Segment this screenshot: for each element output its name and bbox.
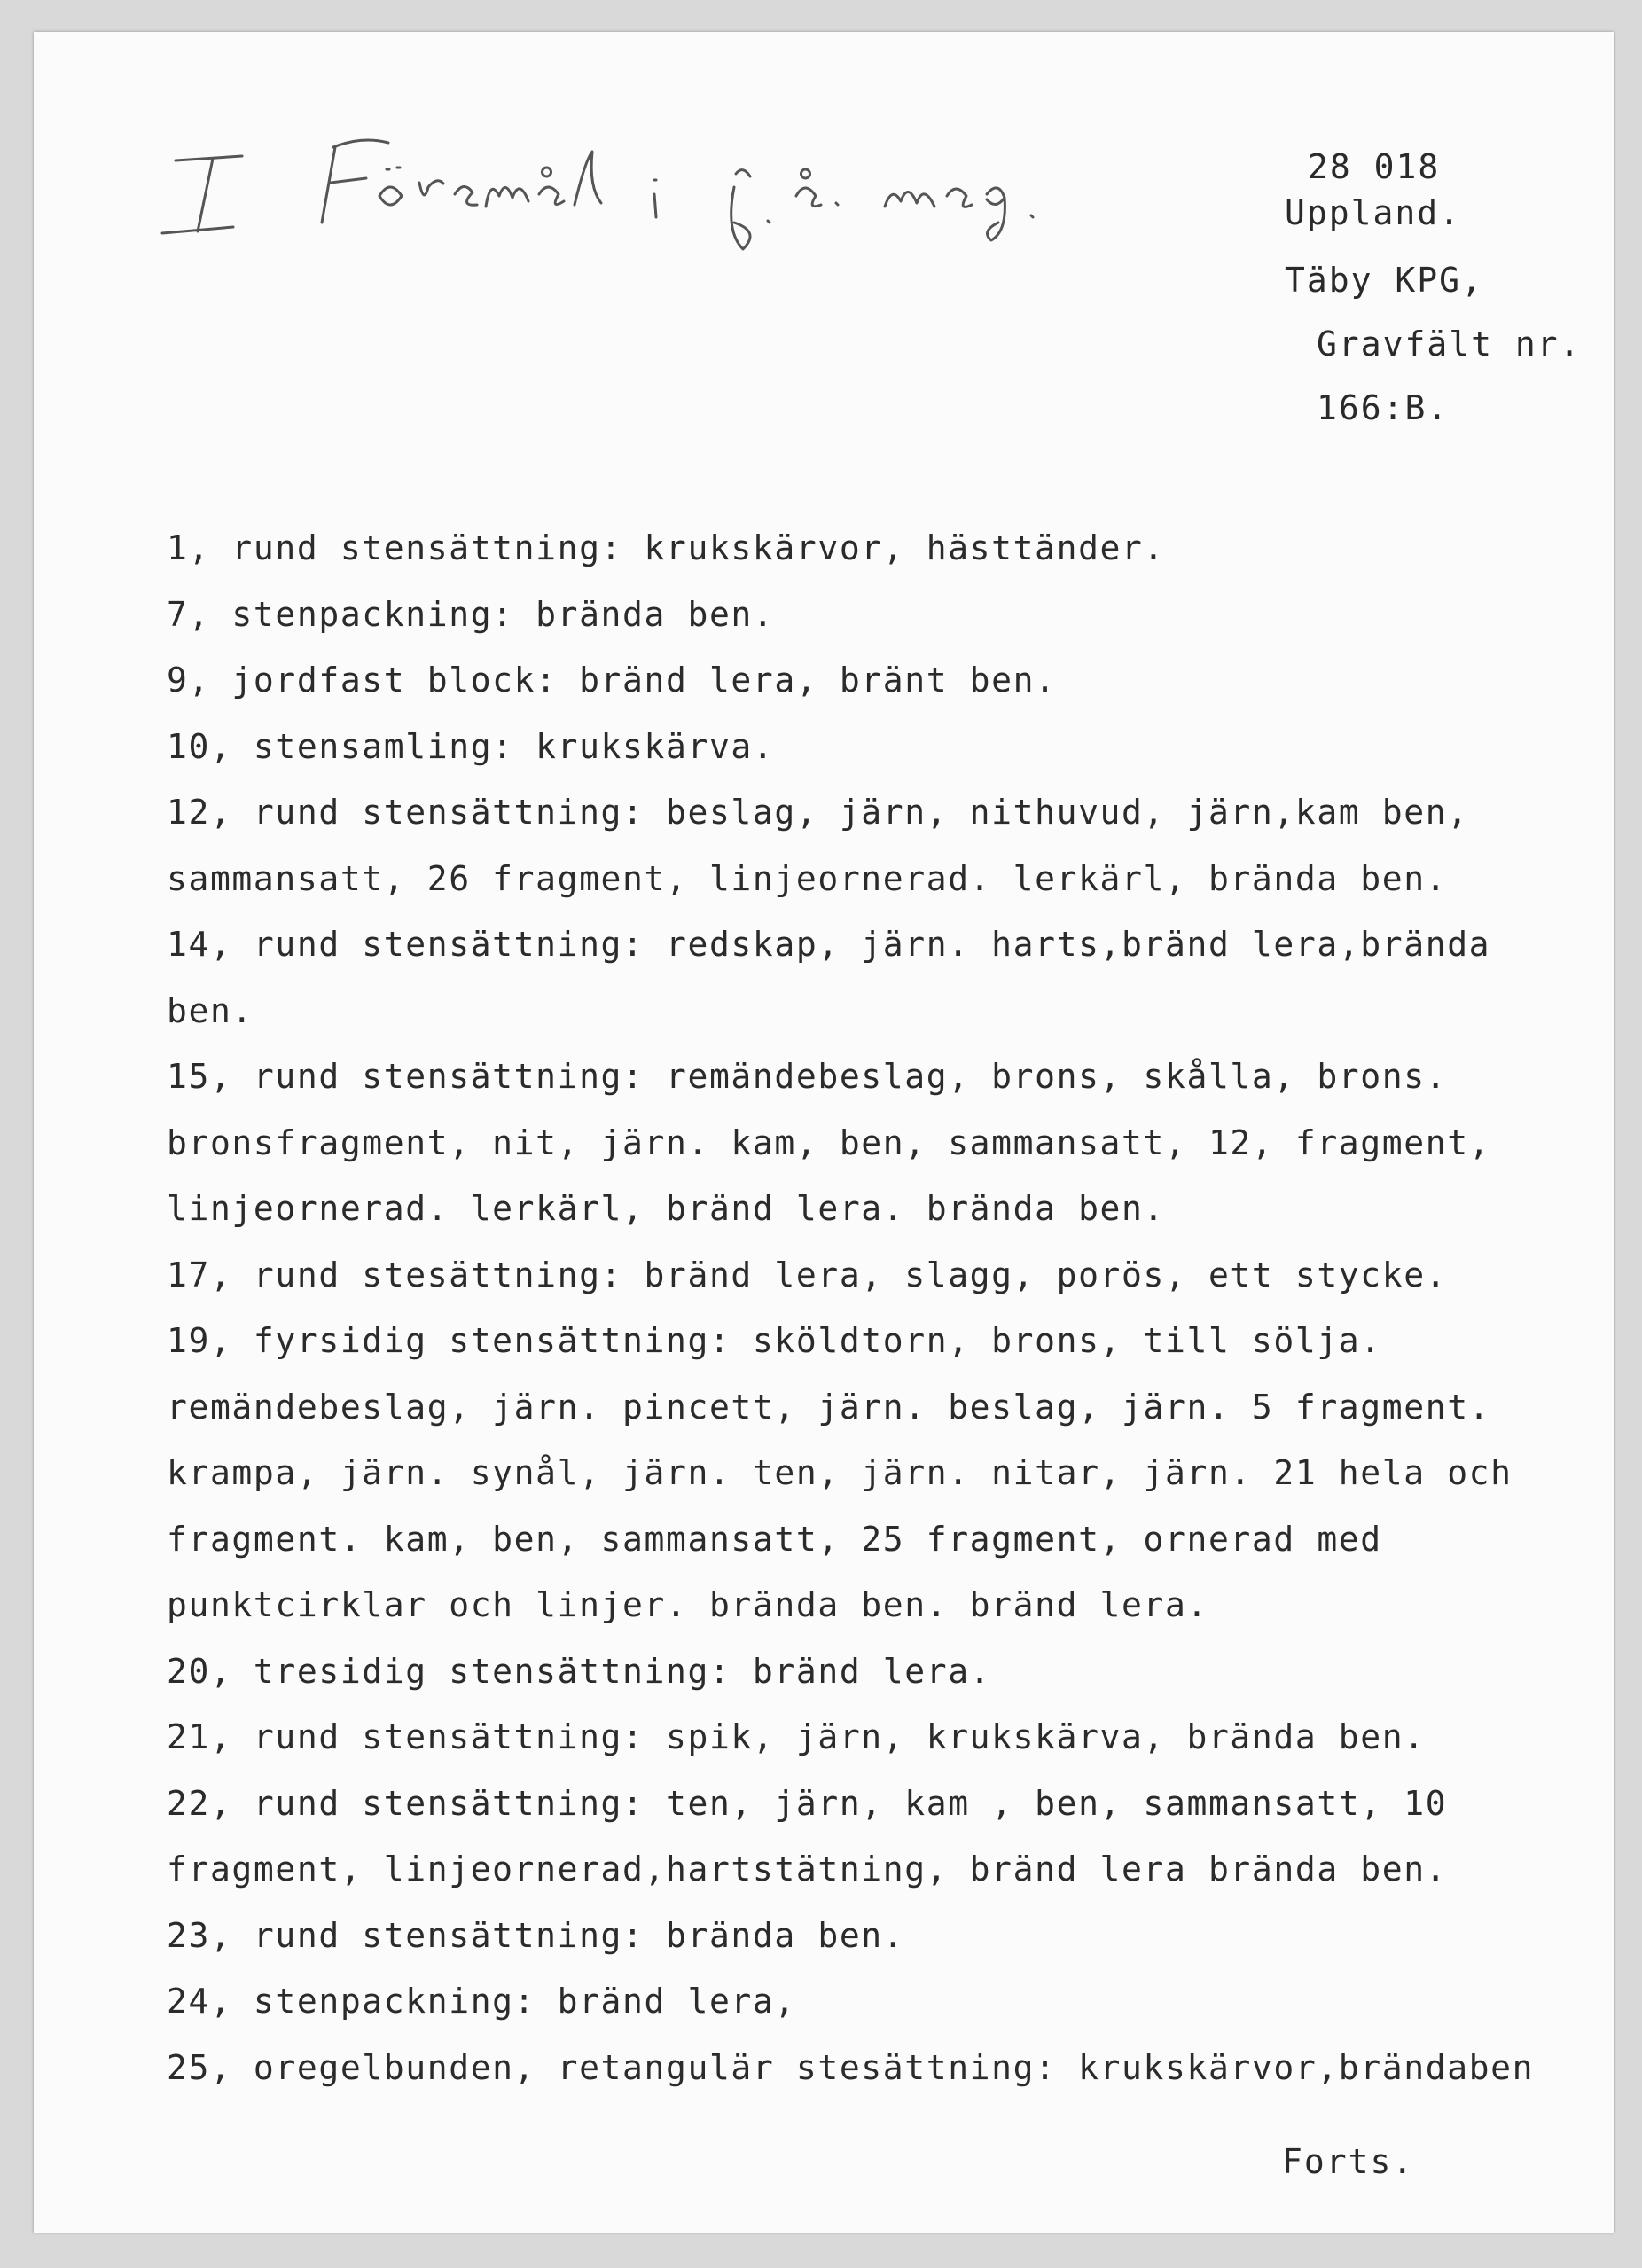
find-list-line: 24, stenpackning: bränd lera,: [167, 1982, 796, 2021]
find-list-line: 9, jordfast block: bränd lera, bränt ben.: [167, 661, 1057, 700]
find-list-line: 25, oregelbunden, retangulär stesättning: krukskärvor,brändaben: [167, 2047, 1535, 2087]
province-label: Uppland.: [1285, 193, 1462, 232]
find-list-line: linjeornerad. lerkärl, bränd lera. brända ben.: [167, 1189, 1165, 1228]
find-list-line: 1, rund stensättning: krukskärvor, hästtänder.: [167, 528, 1165, 567]
site-number: 166:B.: [1317, 388, 1450, 427]
find-list-line: 10, stensamling: krukskärva.: [167, 726, 775, 766]
site-label: Gravfält nr.: [1317, 325, 1582, 364]
find-list-line: sammansatt, 26 fragment, linjeornerad. lerkärl, brända ben.: [167, 858, 1448, 898]
find-list-line: fragment. kam, ben, sammansatt, 25 fragment, ornerad med: [167, 1519, 1382, 1559]
find-list-line: 7, stenpackning: brända ben.: [167, 594, 775, 634]
document-sheet: [34, 32, 1614, 2233]
find-list-line: punktcirklar och linjer. brända ben. bränd lera.: [167, 1585, 1208, 1624]
find-list-line: 22, rund stensättning: ten, järn, kam , ben, sammansatt, 10: [167, 1783, 1448, 1823]
handwritten-note: [158, 125, 1186, 267]
continued-label: Forts.: [1282, 2142, 1415, 2181]
find-list-line: fragment, linjeornerad,hartstätning, bränd lera brända ben.: [167, 1850, 1448, 1889]
find-list-line: 12, rund stensättning: beslag, järn, nithuvud, järn,kam ben,: [167, 793, 1469, 832]
find-list-line: remändebeslag, järn. pincett, järn. beslag, järn. 5 fragment.: [167, 1387, 1491, 1427]
find-list: [167, 515, 1638, 2100]
find-list-line: 15, rund stensättning: remändebeslag, brons, skålla, brons.: [167, 1057, 1448, 1096]
find-list-line: krampa, järn. synål, järn. ten, järn. nitar, järn. 21 hela och: [167, 1453, 1513, 1492]
parish-label: Täby KPG,: [1285, 261, 1483, 300]
catalogue-number: 28 018: [1308, 147, 1441, 186]
find-list-line: 17, rund stesättning: bränd lera, slagg, porös, ett stycke.: [167, 1255, 1448, 1294]
find-list-line: 14, rund stensättning: redskap, järn. harts,bränd lera,brända: [167, 925, 1491, 964]
find-list-line: 19, fyrsidig stensättning: sköldtorn, brons, till sölja.: [167, 1321, 1382, 1360]
handwritten-note-image: [158, 125, 1186, 267]
find-list-line: 23, rund stensättning: brända ben.: [167, 1915, 905, 1955]
find-list-line: 20, tresidig stensättning: bränd lera.: [167, 1651, 992, 1691]
find-list-line: 21, rund stensättning: spik, järn, krukskärva, brända ben.: [167, 1717, 1426, 1756]
find-list-line: ben.: [167, 990, 254, 1030]
find-list-line: bronsfragment, nit, järn. kam, ben, sammansatt, 12, fragment,: [167, 1122, 1491, 1162]
